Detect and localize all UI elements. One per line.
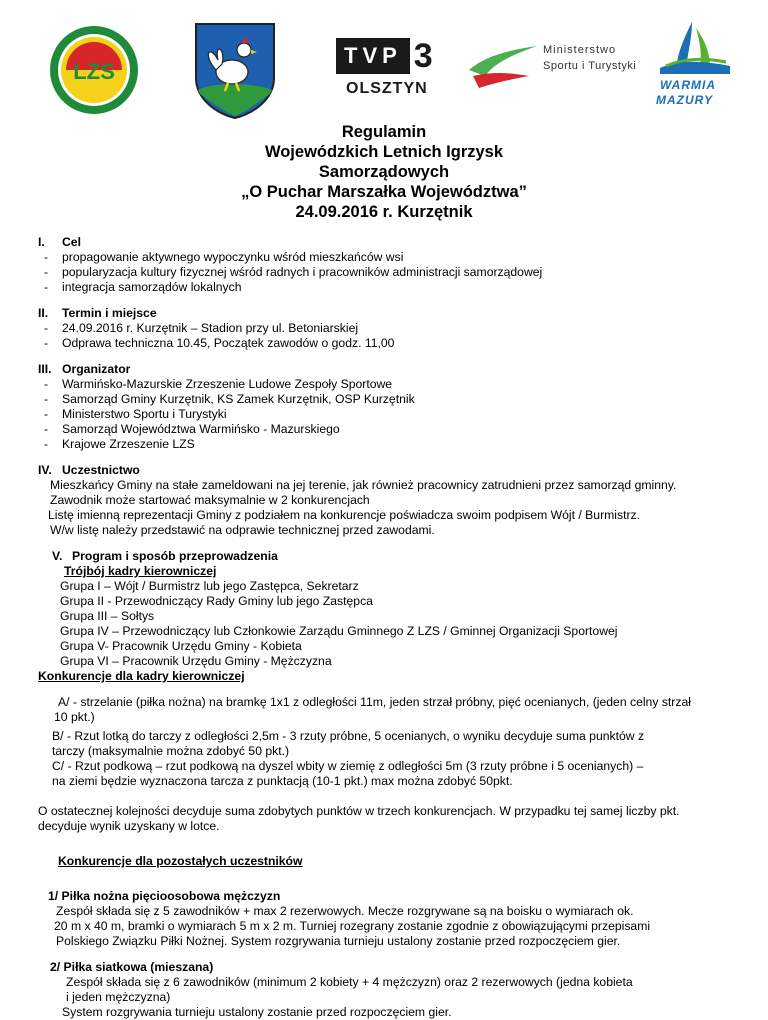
section-heading xyxy=(38,463,738,478)
document-title xyxy=(0,122,768,222)
competition-c-line: na ziemi będzie wyznaczona tarcza z punktacją (10-1 pkt.) max można zdobyć 50pkt. xyxy=(52,774,513,788)
lzs-logo xyxy=(48,24,140,116)
section-title: Uczestnictwo xyxy=(62,463,140,477)
section-goal xyxy=(38,235,738,295)
lzs-letters: LZS xyxy=(73,59,115,84)
ministry-logo xyxy=(465,34,645,94)
group-line: Grupa IV – Przewodniczący lub Członkowie Zarządu Gminnego Z LZS / Gminnej Organizacji Sportowej xyxy=(60,624,618,638)
competition-c-line: C/ - Rzut podkową – rzut podkową na dyszel wbity w ziemię z odległości 5m (3 rzuty próbne i 5 ocenianych) – xyxy=(52,759,644,773)
list-item: - Krajowe Zrzeszenie LZS xyxy=(44,437,195,451)
football-line: Zespół składa się z 5 zawodników + max 2 rezerwowych. Mecze rozgrywane są na boisku o wymiarach ok. xyxy=(56,904,634,918)
title-line-1: Regulamin xyxy=(341,123,427,141)
section-program xyxy=(38,549,738,1020)
document-body xyxy=(38,235,738,1020)
section-title: Termin i miejsce xyxy=(62,306,157,320)
section-number: IV. xyxy=(38,463,52,477)
paragraph-line: Mieszkańcy Gminy na stałe zameldowani na jej terenie, jak również pracownicy zatrudnieni przez samorząd gminny. xyxy=(50,478,677,492)
section-organizer xyxy=(38,362,738,452)
section-heading xyxy=(38,235,738,250)
volleyball-title: 2/ Piłka siatkowa (mieszana) xyxy=(50,960,214,974)
subsection-title: Trójbój kadry kierowniczej xyxy=(64,564,217,578)
list-item: - popularyzacja kultury fizycznej wśród radnych i pracowników administracji samorządowej xyxy=(44,265,543,279)
group-line: Grupa V- Pracownik Urzędu Gminy - Kobieta xyxy=(60,639,302,653)
mazury-text: MAZURY xyxy=(656,93,714,107)
group-line: Grupa I – Wójt / Burmistrz lub jego Zastępca, Sekretarz xyxy=(60,579,359,593)
title-line-3: Samorządowych xyxy=(318,163,450,181)
competition-b-line: B/ - Rzut lotką do tarczy z odległości 2,5m - 3 rzuty próbne, 5 ocenianych, o wyniku decyduje suma punktów z xyxy=(52,729,645,743)
competitions-management-title: Konkurencje dla kadry kierowniczej xyxy=(38,669,245,683)
tvp3-logo xyxy=(336,38,454,98)
final-ranking-line: O ostatecznej kolejności decyduje suma zdobytych punktów w trzech konkurencjach. W przypadku tej samej liczby pkt. xyxy=(38,804,680,818)
ministry-swoosh-icon xyxy=(465,36,541,90)
paragraph-line: Zawodnik może startować maksymalnie w 2 konkurencjach xyxy=(50,493,370,507)
title-line-4: „O Puchar Marszałka Województwa” xyxy=(241,183,527,201)
section-number: III. xyxy=(38,362,52,376)
paragraph-line: Listę imienną reprezentacji Gminy z podziałem na konkurencje poświadcza swoim podpisem Wójt / Burmistrz. xyxy=(48,508,641,522)
section-title: Cel xyxy=(62,235,81,249)
section-heading xyxy=(38,549,738,564)
football-line: 20 m x 40 m, bramki o wymiarach 5 m x 2 m. Turniej rozegrany zostanie zgodnie z obowiązującymi przepisami xyxy=(54,919,651,933)
competition-b-line: tarczy (maksymalnie można zdobyć 50 pkt.) xyxy=(52,744,290,758)
warmia-text: WARMIA xyxy=(660,78,716,92)
section-title: Organizator xyxy=(62,362,131,376)
group-line: Grupa III – Sołtys xyxy=(60,609,155,623)
kurzetnik-coat-of-arms xyxy=(192,20,278,120)
paragraph-line: W/w listę należy przedstawić na odprawie technicznej przed zawodami. xyxy=(50,523,435,537)
section-heading xyxy=(38,306,738,321)
tvp-number: 3 xyxy=(413,37,433,75)
list-item: - Samorząd Województwa Warmińsko - Mazurskiego xyxy=(44,422,340,436)
section-number: II. xyxy=(38,306,49,320)
warmia-wave-icon xyxy=(656,20,734,76)
section-title: Program i sposób przeprowadzenia xyxy=(72,549,278,563)
tvp-box xyxy=(336,38,410,74)
football-title: 1/ Piłka nożna pięcioosobowa mężczyzn xyxy=(48,889,281,903)
section-participation xyxy=(38,463,738,538)
title-line-2: Wojewódzkich Letnich Igrzysk xyxy=(264,143,504,161)
final-ranking-line: decyduje wynik uzyskany w lotce. xyxy=(38,819,220,833)
list-item: - Ministerstwo Sportu i Turystyki xyxy=(44,407,227,421)
section-heading xyxy=(38,362,738,377)
competition-a-line: 10 pkt.) xyxy=(54,710,95,724)
tvp-city: OLSZTYN xyxy=(346,80,428,97)
tvp-letters: TVP xyxy=(344,43,402,68)
football-line: Polskiego Związku Piłki Nożnej. System rozgrywania turnieju ustalony zostanie przed rozpoczęciem gier. xyxy=(56,934,621,948)
volleyball-line: System rozgrywania turnieju ustalony zostanie przed rozpoczęciem gier. xyxy=(62,1005,452,1019)
logo-bar xyxy=(40,20,740,120)
list-item: - 24.09.2016 r. Kurzętnik – Stadion przy ul. Betoniarskiej xyxy=(44,321,359,335)
list-item: - propagowanie aktywnego wypoczynku wśród mieszkańców wsi xyxy=(44,250,404,264)
section-date-place xyxy=(38,306,738,351)
competitions-others-title: Konkurencje dla pozostałych uczestników xyxy=(58,854,303,868)
ministry-name-1: Ministerstwo xyxy=(543,44,617,56)
ministry-name-2: Sportu i Turystyki xyxy=(543,60,637,72)
group-line: Grupa VI – Pracownik Urzędu Gminy - Mężczyzna xyxy=(60,654,332,668)
group-line: Grupa II - Przewodniczący Rady Gminy lub jego Zastępca xyxy=(60,594,373,608)
list-item: - Warmińsko-Mazurskie Zrzeszenie Ludowe Zespoły Sportowe xyxy=(44,377,393,391)
volleyball-line: i jeden mężczyzna) xyxy=(66,990,171,1004)
list-item: - Samorząd Gminy Kurzętnik, KS Zamek Kurzętnik, OSP Kurzętnik xyxy=(44,392,415,406)
title-line-5: 24.09.2016 r. Kurzętnik xyxy=(295,203,473,221)
section-number: V. xyxy=(52,549,63,563)
warmia-mazury-logo xyxy=(652,20,738,116)
competition-a-line: A/ - strzelanie (piłka nożna) na bramkę 1x1 z odległości 11m, jeden strzał próbny, pięć ocenianych, (jeden celny strzał xyxy=(58,695,691,709)
volleyball-line: Zespół składa się z 6 zawodników (minimum 2 kobiety + 4 mężczyzn) oraz 2 rezerwowych (jedna kobieta xyxy=(66,975,633,989)
list-item: - integracja samorządów lokalnych xyxy=(44,280,242,294)
list-item: - Odprawa techniczna 10.45, Początek zawodów o godz. 11,00 xyxy=(44,336,395,350)
section-number: I. xyxy=(38,235,45,249)
